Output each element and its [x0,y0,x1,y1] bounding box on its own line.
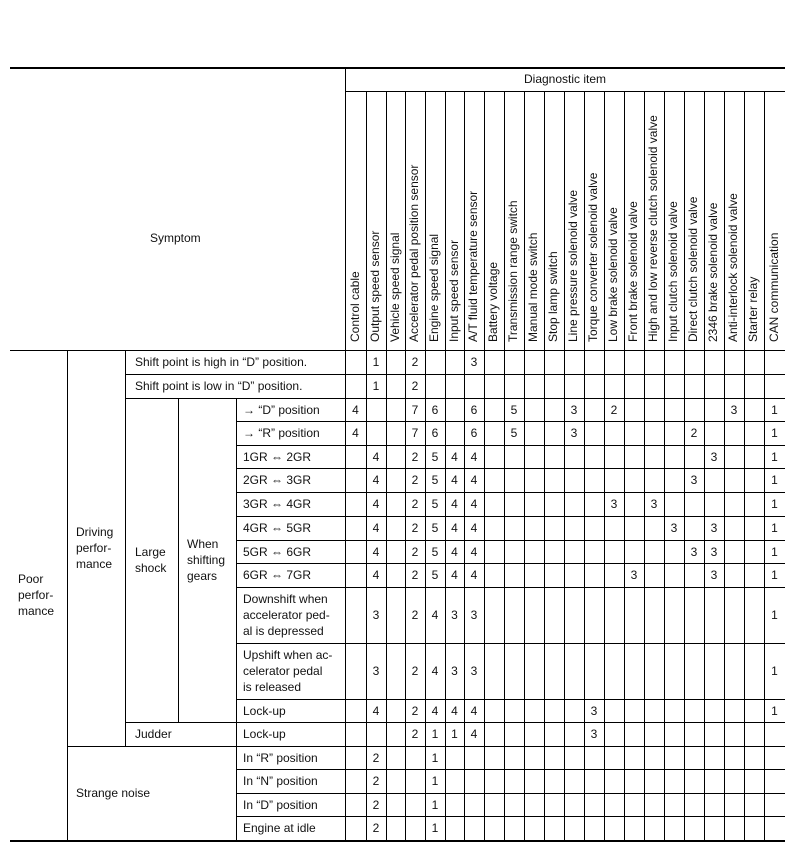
cell-value: 4 [470,521,478,535]
row-label [243,425,320,441]
cell-value: 4 [470,497,478,511]
row-label-line: → “D” position [243,402,320,417]
poor-performance-label-line: perfor- [18,588,54,602]
cell-value: 4 [372,544,380,559]
cell-value: 6 [431,402,439,417]
column-header: Battery voltage [486,261,500,342]
grid-line-h [125,398,785,399]
grid-line-h [10,840,785,842]
cell-value: 1 [431,750,439,765]
row-label-line: 6GR ⇔ 7GR [243,568,312,582]
grid-line-h [236,445,785,446]
row-label [243,472,311,488]
column-header: CAN communication [766,232,781,342]
cell-value: 2 [411,568,419,582]
cell-value: 3 [730,402,738,417]
cell-value: 2 [411,355,419,369]
cell-value: 4 [372,449,380,464]
cell-value: 3 [470,608,478,622]
row-label [243,820,316,836]
cell-value: 4 [372,521,380,535]
poor-performance-label-line: mance [18,604,55,618]
grid-line-h [236,468,785,469]
cell-value: 2 [411,544,419,559]
row-label [243,520,311,536]
grid-line-h [345,91,785,92]
row-label-line: 5GR ⇔ 6GR [243,544,312,559]
cell-value: 2 [372,774,380,788]
column-header: Torque converter solenoid valve [586,172,600,342]
cell-value: 4 [431,703,439,718]
grid-line-h [125,722,785,723]
grid-line-v [724,91,725,840]
cell-value: 4 [470,568,478,582]
cell-value: 4 [352,402,359,417]
grid-line-v [564,91,565,840]
cell-value: 1 [771,568,778,582]
diagnostic-item-header: Diagnostic item [523,72,607,86]
grid-line-v [125,350,126,746]
row-label-line: Lock-up [243,727,286,741]
column-header: Input speed sensor [446,239,461,342]
grid-line-v [178,398,179,722]
cell-value: 4 [372,703,380,718]
grid-line-v [664,91,665,840]
cell-value: 3 [451,664,458,678]
row-label-line: → “R” position [243,426,320,440]
cell-value: 1 [372,379,380,393]
when-shifting-gears-label-line: shifting [187,553,226,567]
cell-value: 2 [411,473,419,487]
cell-value: 3 [710,449,718,464]
cell-value: 6 [470,426,478,440]
large-shock-label [135,544,166,576]
judder-label: Judder [135,727,172,741]
cell-value: 1 [431,727,439,741]
cell-value: 2 [372,821,380,835]
cell-value: 5 [510,402,518,417]
column-header: Starter relay [746,276,760,342]
grid-line-h [236,492,785,493]
cell-value: 4 [451,497,458,511]
row-label [243,544,311,560]
cell-value: 3 [690,544,698,559]
cell-value: 1 [771,703,778,718]
grid-line-v [386,91,387,840]
grid-line-h [236,563,785,564]
cell-value: 4 [372,568,380,582]
cell-value: 1 [771,402,778,417]
cell-value: 4 [451,449,458,464]
row-label [243,449,311,465]
grid-line-h [10,350,785,351]
column-header: Transmission range switch [506,200,520,342]
cell-value: 3 [590,727,598,741]
cell-value: 1 [431,797,439,812]
cell-value: 5 [431,544,439,559]
grid-line-h [236,816,785,817]
row-label [243,496,311,512]
cell-value: 2 [411,497,419,511]
grid-line-h [236,643,785,644]
cell-value: 5 [431,568,439,582]
cell-value: 3 [630,568,638,582]
row-label-line: 3GR ⇔ 4GR [243,497,312,511]
grid-line-v [704,91,705,840]
row-label-line: 4GR ⇔ 5GR [243,521,312,535]
grid-line-h [236,699,785,700]
cell-value: 3 [650,497,658,511]
cell-value: 4 [352,426,359,440]
driving-performance-label-line: mance [76,557,113,571]
cell-value: 1 [771,608,778,622]
grid-line-v [684,91,685,840]
cell-value: 2 [411,521,419,535]
cell-value: 3 [372,608,380,622]
cell-value: 3 [710,544,718,559]
cell-value: 2 [610,402,618,417]
cell-value: 4 [470,703,478,718]
strange-noise-label: Strange noise [76,786,151,800]
cell-value: 1 [372,355,380,369]
grid-line-h [125,374,785,375]
column-header: Manual mode switch [526,232,540,342]
column-header: High and low reverse clutch solenoid valve [646,115,660,342]
cell-value: 3 [451,608,458,622]
row-label-line: Lock-up [243,703,286,718]
column-header: Line pressure solenoid valve [566,189,580,342]
row-label-line: Downshift when [243,592,328,606]
grid-line-h [67,746,785,747]
row-label [135,378,302,394]
row-label [243,591,330,639]
row-label [243,567,311,583]
cell-value: 2 [411,449,419,464]
cell-value: 4 [470,473,478,487]
grid-line-h [236,540,785,541]
poor-performance-label-line: Poor [18,572,44,586]
grid-line-v [644,91,645,840]
cell-value: 1 [771,426,778,440]
column-header: Anti-interlock solenoid valve [726,193,740,342]
cell-value: 3 [372,664,380,678]
row-label [243,773,318,789]
cell-value: 2 [372,797,380,812]
cell-value: 5 [431,497,439,511]
cell-value: 4 [431,664,439,678]
cell-value: 5 [510,426,518,440]
row-label [243,703,286,719]
driving-performance-label-line: perfor- [76,541,112,555]
cell-value: 4 [470,449,478,464]
cell-value: 6 [470,402,478,417]
when-shifting-gears-label [187,536,225,584]
column-header: Stop lamp switch [546,251,560,342]
large-shock-label-line: shock [135,561,167,575]
cell-value: 1 [771,449,778,464]
cell-value: 6 [431,426,439,440]
cell-value: 3 [710,521,718,535]
when-shifting-gears-label-line: When [187,537,219,551]
grid-line-v [366,91,367,840]
cell-value: 5 [431,473,439,487]
row-label-line: Upshift when ac- [243,648,333,662]
column-header: 2346 brake solenoid valve [706,202,720,342]
cell-value: 4 [470,544,478,559]
row-label-line: Shift point is low in “D” position. [135,379,303,393]
column-header: Input clutch solenoid valve [666,201,680,342]
column-header: Output speed sensor [368,230,382,342]
large-shock-label-line: Large [135,545,166,559]
cell-value: 3 [690,473,698,487]
row-label [243,726,286,742]
cell-value: 4 [470,727,478,741]
cell-value: 3 [610,497,618,511]
cell-value: 2 [411,727,419,741]
row-label-line: is released [243,680,302,694]
grid-line-v [764,91,765,840]
row-label-line: In “N” position [243,774,318,788]
driving-performance-label-line: Driving [76,525,114,539]
cell-value: 3 [670,521,678,535]
grid-line-v [67,350,68,840]
column-header: Control cable [347,271,362,342]
column-header: A/T fluid temperature sensor [466,190,480,342]
cell-value: 3 [590,703,598,718]
column-header: Engine speed signal [427,233,441,342]
cell-value: 2 [411,608,419,622]
grid-line-h [236,421,785,422]
poor-performance-label [18,571,54,619]
row-label [243,797,318,813]
column-header: Direct clutch solenoid valve [686,196,700,342]
column-header: Accelerator pedal position sensor [407,164,421,342]
cell-value: 3 [470,664,478,678]
cell-value: 3 [470,355,478,369]
row-label-line: 2GR ⇔ 3GR [243,473,312,487]
cell-value: 7 [411,402,419,417]
row-label-line: In “D” position [243,797,318,812]
cell-value: 4 [372,497,380,511]
grid-line-v [504,91,505,840]
cell-value: 1 [771,473,778,487]
cell-value: 7 [411,426,419,440]
cell-value: 4 [451,544,458,559]
cell-value: 5 [431,521,439,535]
cell-value: 4 [451,473,458,487]
grid-line-h [236,516,785,517]
grid-line-v [624,91,625,840]
grid-line-h [236,587,785,588]
cell-value: 1 [771,497,778,511]
column-header: Front brake solenoid valve [626,201,640,342]
row-label [243,402,320,418]
column-header: Vehicle speed signal [387,232,402,342]
column-header: Low brake solenoid valve [606,207,620,342]
grid-line-h [236,793,785,794]
cell-value: 2 [411,703,419,718]
grid-line-v [345,68,346,840]
row-label-line: Engine at idle [243,821,316,835]
grid-line-v [544,91,545,840]
cell-value: 4 [451,703,458,718]
cell-value: 4 [431,608,439,622]
row-label [135,354,307,370]
row-label [243,750,318,766]
cell-value: 1 [431,821,439,835]
cell-value: 4 [372,473,380,487]
row-label-line: accelerator ped- [243,608,330,622]
cell-value: 3 [710,568,718,582]
row-label [243,647,332,695]
cell-value: 2 [411,379,419,393]
cell-value: 2 [690,426,698,440]
cell-value: 1 [451,727,458,741]
grid-line-h [10,67,785,69]
cell-value: 2 [411,664,419,678]
grid-line-v [236,398,237,840]
row-label-line: 1GR ⇔ 2GR [243,449,312,464]
cell-value: 1 [771,521,778,535]
row-label-line: celerator pedal [243,664,323,678]
grid-line-v [744,91,745,840]
cell-value: 3 [570,426,578,440]
driving-performance-label [76,524,113,572]
cell-value: 5 [431,449,439,464]
cell-value: 1 [771,544,778,559]
cell-value: 1 [771,664,778,678]
cell-value: 4 [451,568,458,582]
grid-line-h [236,769,785,770]
symptom-header: Symptom [150,231,201,245]
when-shifting-gears-label-line: gears [187,569,218,583]
row-label-line: In “R” position [243,750,318,765]
cell-value: 3 [570,402,578,417]
cell-value: 1 [431,774,439,788]
grid-line-v [524,91,525,840]
cell-value: 2 [372,750,380,765]
row-label-line: Shift point is high in “D” position. [135,355,308,369]
cell-value: 4 [451,521,458,535]
row-label-line: al is depressed [243,624,324,638]
